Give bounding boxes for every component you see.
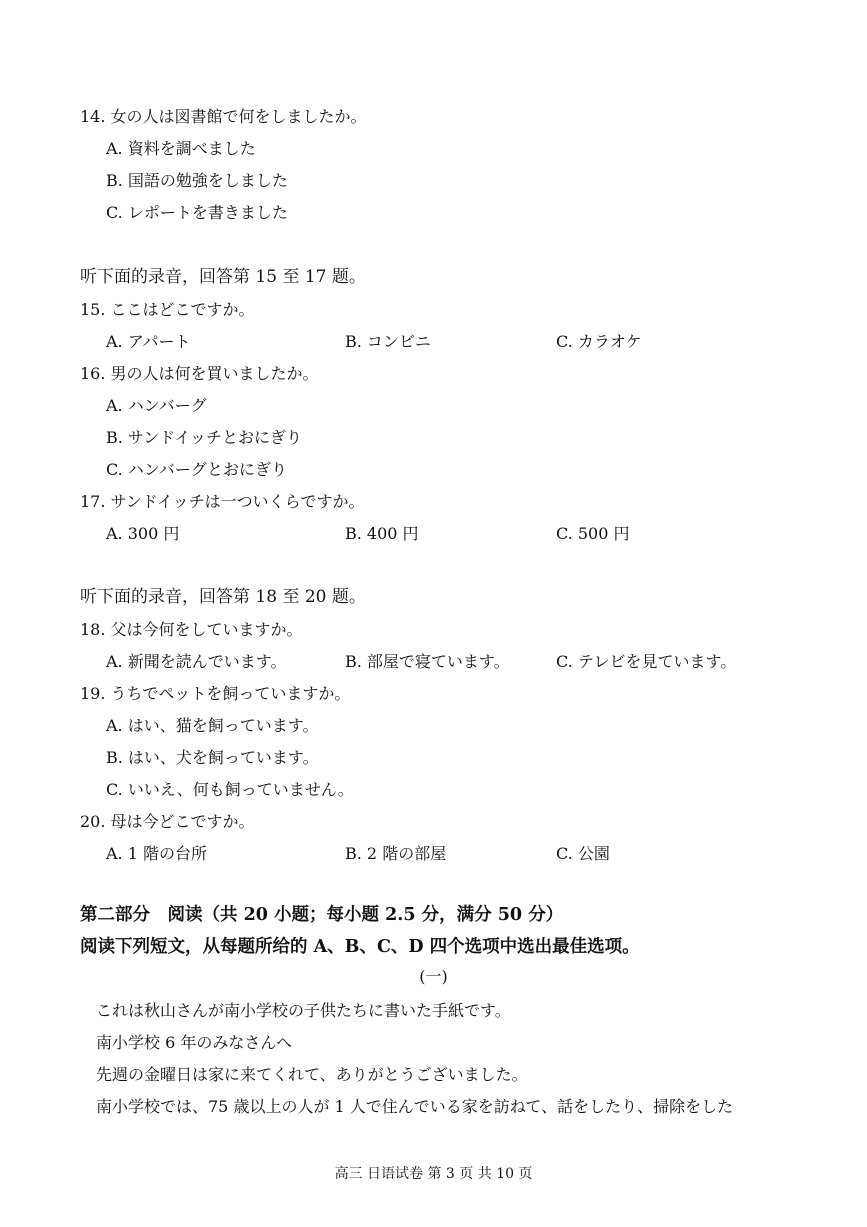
q17-option-c: C. 500 円 bbox=[556, 524, 630, 543]
q19-option-b: B. はい、犬を飼っています。 bbox=[106, 748, 319, 767]
q18-option-a: A. 新聞を読んでいます。 bbox=[106, 652, 287, 671]
q15-option-b: B. コンビニ bbox=[345, 332, 431, 351]
q19-option-c: C. いいえ、何も飼っていません。 bbox=[106, 780, 354, 799]
q19-option-a: A. はい、猫を飼っています。 bbox=[106, 716, 319, 735]
q15-option-c: C. カラオケ bbox=[556, 332, 642, 351]
q17-option-a: A. 300 円 bbox=[106, 524, 180, 543]
q17-option-b: B. 400 円 bbox=[345, 524, 419, 543]
q18-option-b: B. 部屋で寝ています。 bbox=[345, 652, 510, 671]
group-instruction-18-20: 听下面的录音，回答第 18 至 20 题。 bbox=[80, 587, 366, 607]
group-instruction-15-17: 听下面的录音，回答第 15 至 17 题。 bbox=[80, 267, 366, 287]
part2-instruction: 阅读下列短文，从每题所给的 A、B、C、D 四个选项中选出最佳选项。 bbox=[80, 937, 640, 957]
page-footer: 高三 日语试卷 第 3 页 共 10 页 bbox=[334, 1166, 533, 1182]
question-20: 20. 母は今どこですか。 bbox=[80, 812, 255, 831]
question-15: 15. ここはどこですか。 bbox=[80, 300, 255, 319]
q14-option-a: A. 資料を調べました bbox=[106, 139, 256, 158]
passage-paragraph-4: 南小学校では、75 歳以上の人が 1 人で住んでいる家を訪ねて、話をしたり、掃除をした bbox=[96, 1097, 734, 1116]
question-16: 16. 男の人は何を買いましたか。 bbox=[80, 364, 319, 383]
question-17: 17. サンドイッチは一ついくらですか。 bbox=[80, 492, 365, 511]
q16-option-b: B. サンドイッチとおにぎり bbox=[106, 428, 303, 447]
part2-heading: 第二部分 阅读（共 20 小题；每小题 2.5 分，满分 50 分） bbox=[80, 905, 564, 925]
q15-option-a: A. アパート bbox=[106, 332, 191, 351]
question-18: 18. 父は今何をしていますか。 bbox=[80, 620, 303, 639]
q14-option-b: B. 国語の勉強をしました bbox=[106, 171, 288, 190]
passage-number: (一) bbox=[419, 967, 448, 986]
q20-option-a: A. 1 階の台所 bbox=[106, 844, 207, 863]
q20-option-c: C. 公園 bbox=[556, 844, 610, 863]
q16-option-a: A. ハンバーグ bbox=[106, 396, 207, 415]
question-19: 19. うちでペットを飼っていますか。 bbox=[80, 684, 351, 703]
passage-paragraph-1: これは秋山さんが南小学校の子供たちに書いた手紙です。 bbox=[96, 1001, 511, 1020]
q16-option-c: C. ハンバーグとおにぎり bbox=[106, 460, 288, 479]
passage-paragraph-2: 南小学校 6 年のみなさんへ bbox=[96, 1033, 293, 1052]
question-14: 14. 女の人は図書館で何をしましたか。 bbox=[80, 107, 367, 126]
q14-option-c: C. レポートを書きました bbox=[106, 203, 288, 222]
q20-option-b: B. 2 階の部屋 bbox=[345, 844, 447, 863]
q18-option-c: C. テレビを見ています。 bbox=[556, 652, 737, 671]
passage-paragraph-3: 先週の金曜日は家に来てくれて、ありがとうございました。 bbox=[96, 1065, 528, 1084]
